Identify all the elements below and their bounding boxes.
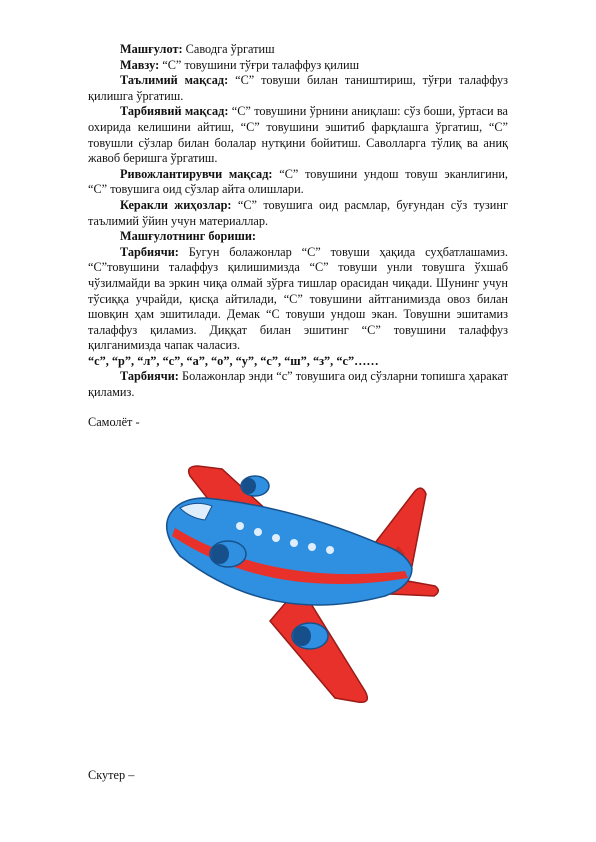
word-airplane: Самолёт -: [88, 414, 140, 429]
document-page: [88, 42, 508, 736]
airplane-icon: [150, 436, 450, 726]
course-heading: Машғулотнинг бориши:: [120, 229, 257, 244]
sound-list: “с”, “р”, “л”, “с”, “а”, “о”, “у”, “с”, “ш”, “з”, “с”……: [88, 353, 379, 368]
airplane-illustration: [88, 436, 508, 736]
word-scooter: Скутер –: [88, 768, 135, 782]
topic-line: Машғулот: Саводга ўргатиш: [120, 42, 275, 56]
materials-line: Керакли жиҳозлар: “С” товушига оид расмлар, буғундан сўз тузинг таълимий ўйин учун материаллар.: [88, 197, 508, 228]
teacher-paragraph-1: Тарбиячи: Бугун болажонлар “С” товуши ҳақида суҳбатлашамиз. “С”товушини талаффуз қилишимизда “С” товуши унли товушга ўхшаб чўзилмайди ва эркин чиқа олмай зўрға тишлар орасидан чиқади. Шунинг учун тўсиққа учрайди, қисқа айтилади, “С” товушини айтганимизда овоз билан шовқин ҳам эшитилади. Демак “С товуши ундош экан. Товушни эшитамиз талаффуз қиламиз. Диққат билан эшитинг “С” товушини талаффуз қилганимизда чапак чаласиз.: [88, 244, 508, 353]
educational-goal: Таълимий мақсад: “С” товуши билан таништириш, тўғри талаффуз қилишга ўргатиш.: [88, 73, 508, 103]
upbringing-goal: Тарбиявий мақсад: “С” товушини ўрнини аниқлаш: сўз боши, ўртаси ва охирида келишини айтиш, “С” товушини эшитиб фарқлашга ўргатиш, “С” товушли сўзлар билан болалар нутқини бойитиш. Саволларга тўлиқ ва аниқ жавоб беришга ўргатиш.: [88, 104, 508, 166]
developmental-goal: Ривожлантирувчи мақсад: “С” товушини ундош товуш эканлигини, “С” товушига оид сўзлар айта олишлари.: [88, 166, 509, 197]
teacher-paragraph-2: Тарбиячи: Болажонлар энди “с” товушига оид сўзларни топишга ҳаракат қиламиз.: [88, 369, 508, 400]
theme-line: Мавзу: “С” товушини тўғри талаффуз қилиш: [120, 57, 360, 72]
